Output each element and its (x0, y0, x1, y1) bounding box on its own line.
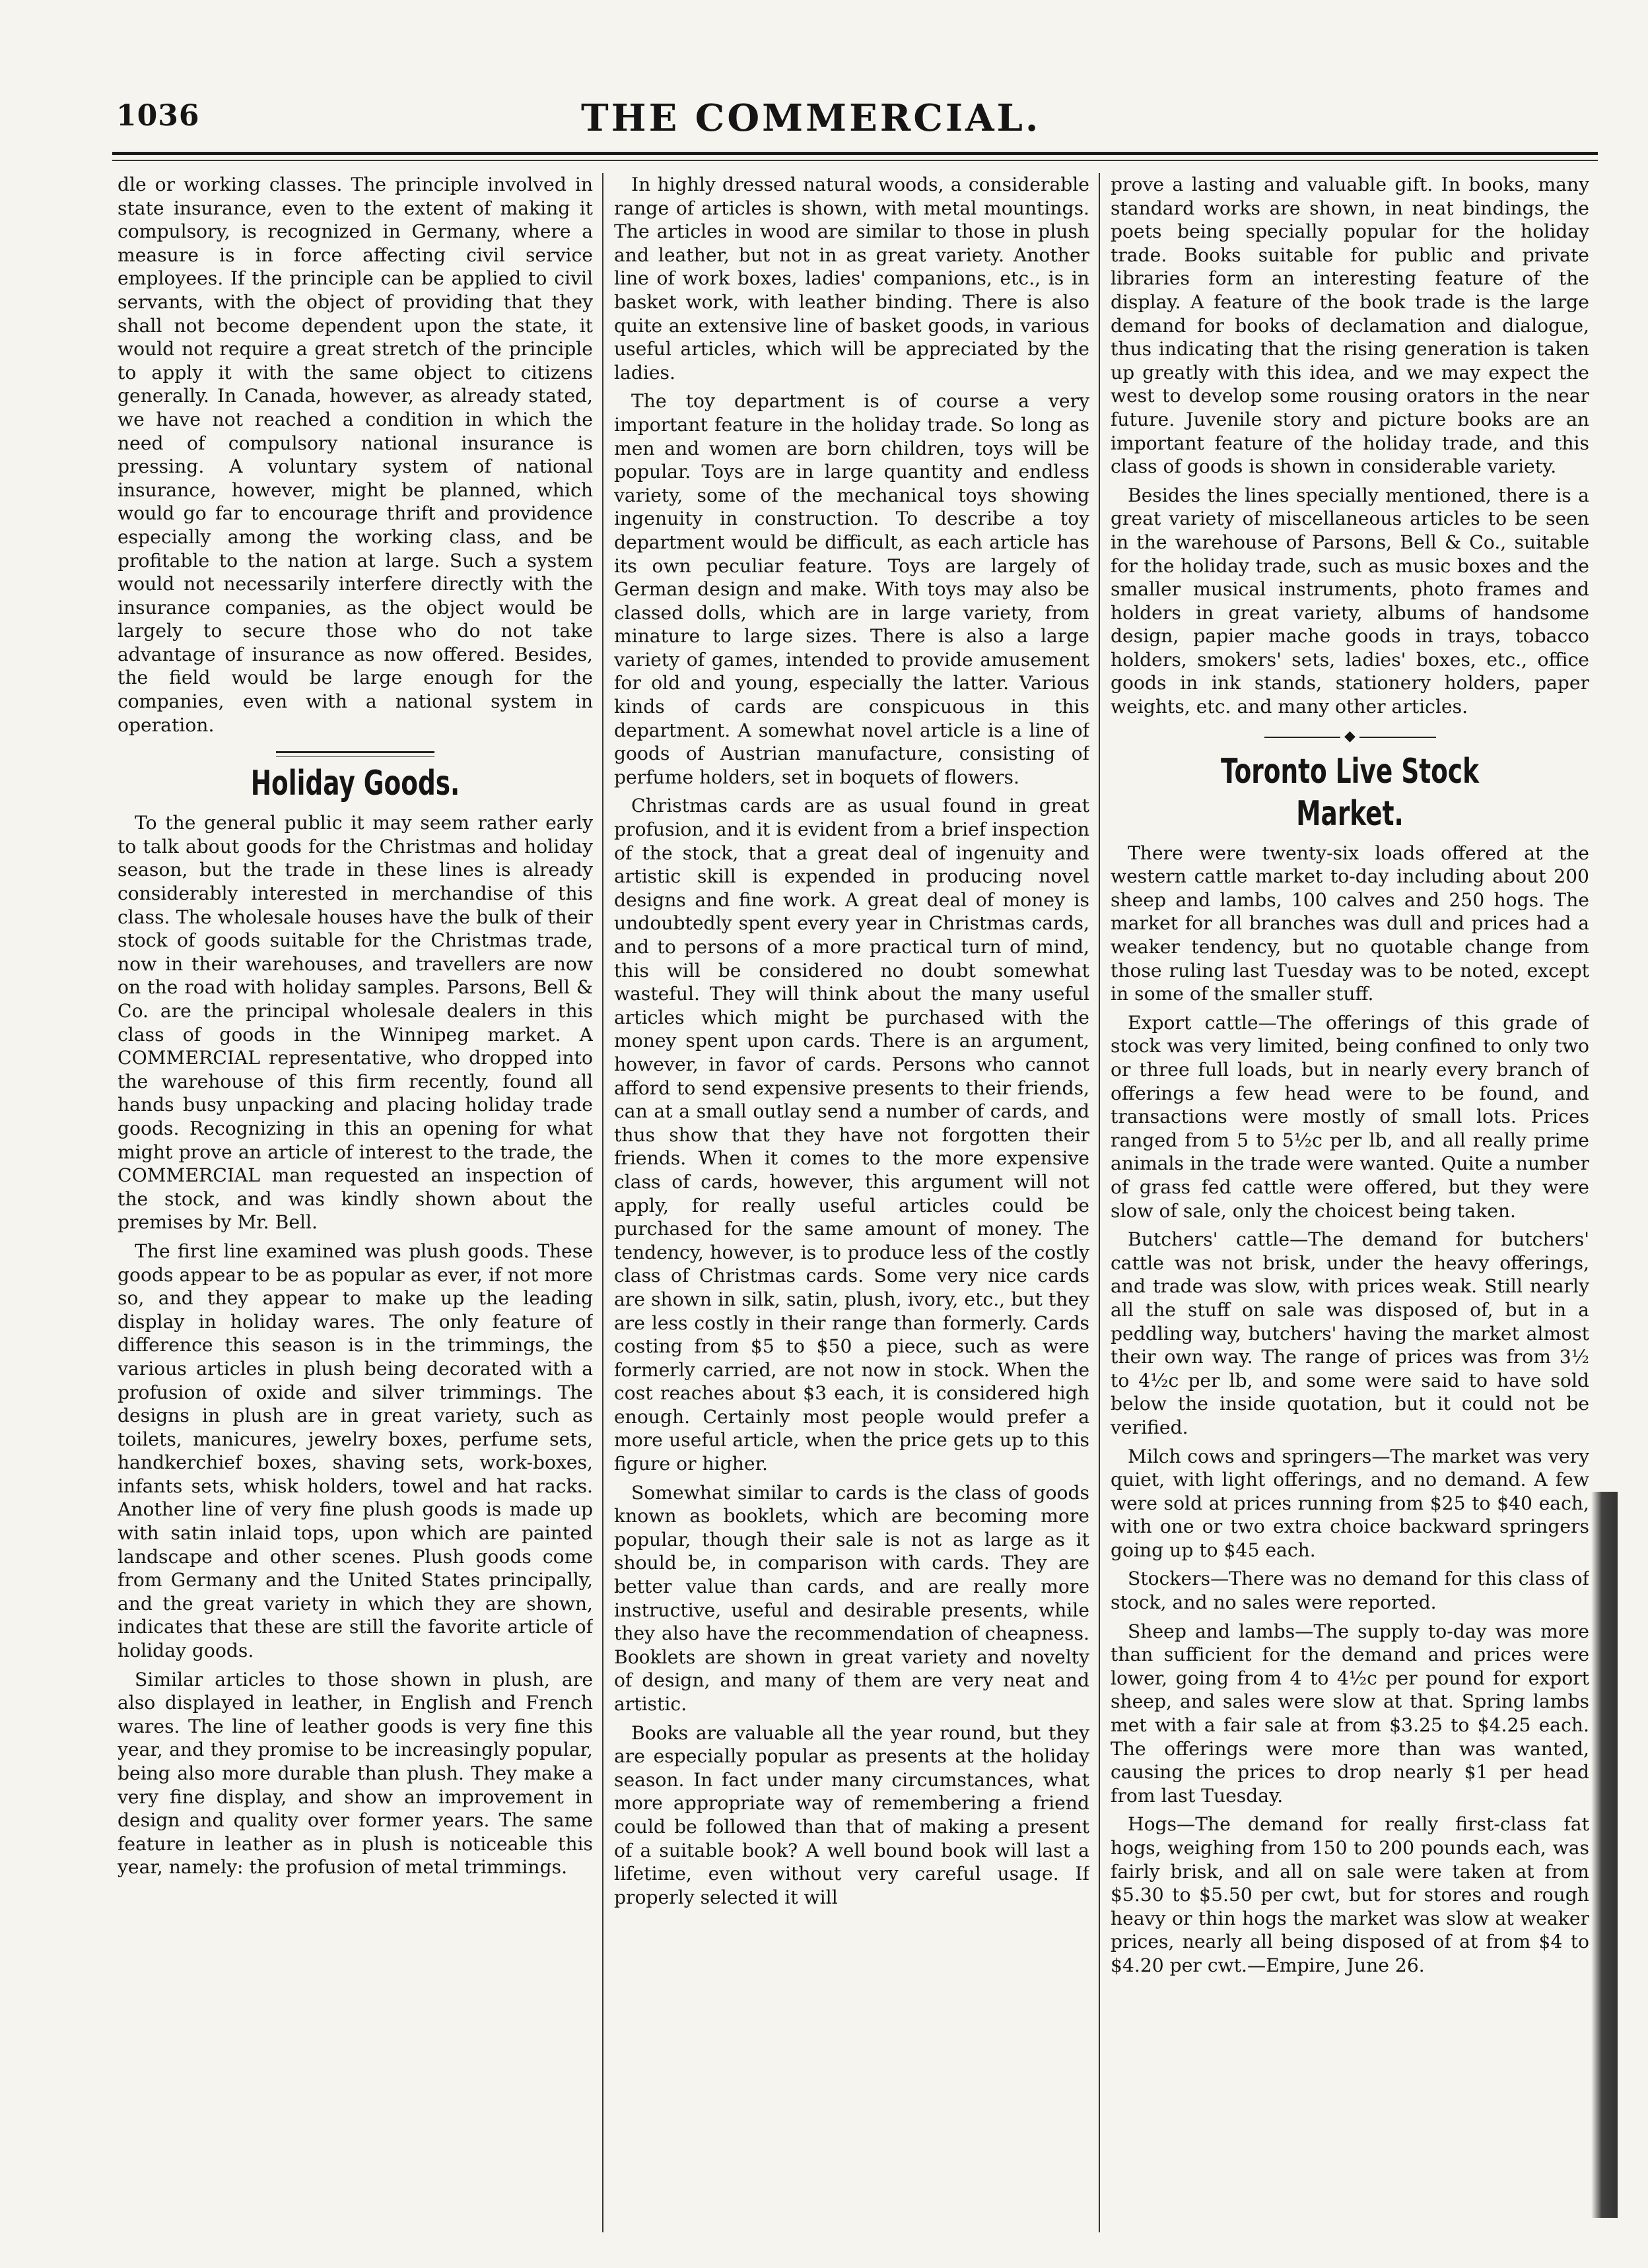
column-divider (602, 173, 603, 2232)
article-paragraph: Butchers' cattle—The demand for butchers' cattle was not brisk, under the heavy offerings, and trade was slow, with prices weak. Still nearly all the stuff on sale was disposed of, but in a peddling way, butchers' having the market almost their own way. The range of prices was from 3½ to 4½c per lb, and some were said to have sold below the inside quotation, but it could not be verified. (1111, 1228, 1589, 1438)
section-separator (276, 751, 434, 753)
article-paragraph: Export cattle—The offerings of this grade of stock was very limited, being confined to only two or three full loads, but in nearly every branch of offerings a few head were to be found, and transactions were mostly of small lots. Prices ranged from 5 to 5½c per lb, and all really prime animals in the trade were wanted. Quite a number of grass fed cattle were offered, but they were slow of sale, only the choicest being taken. (1111, 1011, 1589, 1222)
header-rule (112, 152, 1598, 155)
article-paragraph: Stockers—There was no demand for this class of stock, and no sales were reported. (1111, 1568, 1589, 1614)
section-separator-diamond (1264, 729, 1436, 744)
article-paragraph: The first line examined was plush goods. These goods appear to be as popular as ever, if not more so, and they appear to make up the leading display in holiday wares. The only feature of difference this season is in the trimmings, the various articles in plush being decorated with a profusion of oxide and silver trimmings. The designs in plush are in great variety, such as toilets, manicures, jewelry boxes, perfume sets, handkerchief boxes, shaving sets, work-boxes, infants sets, whisk holders, towel and hat racks. Another line of very fine plush goods is made up with satin inlaid tops, upon which are painted landscape and other scenes. Plush goods come from Germany and the United States principally, and the great variety in which they are shown, indicates that these are still the favorite article of holiday goods. (118, 1240, 593, 1662)
article-paragraph: Sheep and lambs—The supply to-day was more than sufficient for the demand and prices were lower, going from 4 to 4½c per pound for export sheep, and sales were slow at that. Spring lambs met with a fair sale at from $3.25 to $4.25 each. The offerings were more than was wanted, causing the prices to drop nearly $1 per head from last Tuesday. (1111, 1620, 1589, 1807)
article-paragraph: There were twenty-six loads offered at the western cattle market to-day including about 200 sheep and lambs, 100 calves and 250 hogs. The market for all branches was dull and prices had a weaker tendency, but no quotable change from those ruling last Tuesday was to be noted, except in some of the smaller stuff. (1111, 842, 1589, 1005)
article-paragraph: In highly dressed natural woods, a considerable range of articles is shown, with metal mountings. The articles in wood are similar to those in plush and leather, but not in as great variety. Another line of work boxes, ladies' companions, etc., is in basket work, with leather binding. There is also quite an extensive line of basket goods, in various useful articles, which will be appreciated by the ladies. (614, 174, 1089, 384)
article-paragraph: Somewhat similar to cards is the class of goods known as booklets, which are becoming more popular, though their sale is not as large as it should be, in comparison with cards. They are better value than cards, and are really more instructive, useful and desirable presents, while they also have the recommendation of cheapness. Booklets are shown in great variety and novelty of design, and many of them are very neat and artistic. (614, 1481, 1089, 1715)
section-heading-toronto-live-stock: Toronto Live Stock Market. (1221, 751, 1479, 834)
article-paragraph: Books are valuable all the year round, but they are especially popular as presents at the holiday season. In fact under many circumstances, what more appropriate way of remembering a friend could be followed than that of making a present of a suitable book? A well bound book will last a lifetime, even without very careful usage. If properly selected it will (614, 1721, 1089, 1908)
article-paragraph: prove a lasting and valuable gift. In books, many standard works are shown, in neat bindings, the poets being specially popular for the holiday trade. Books suitable for public and private libraries form an interesting feature of the display. A feature of the book trade is the large demand for books of declamation and dialogue, thus indicating that the rising generation is taken up greatly with this idea, and we may expect the west to develop some rousing orators in the near future. Juvenile story and picture books are an important feature of the holiday trade, and this class of goods is shown in considerable variety. (1111, 174, 1589, 478)
column-3 (1111, 173, 1589, 2239)
masthead-title: THE COMMERCIAL. (581, 96, 1041, 140)
header-rule-thin (112, 160, 1598, 161)
page-number: 1036 (116, 99, 200, 133)
article-paragraph: Besides the lines specially mentioned, there is a great variety of miscellaneous articles to be seen in the warehouse of Parsons, Bell & Co., suitable for the holiday trade, such as music boxes and the smaller musical instruments, photo frames and holders in great variety, albums of handsome design, papier mache goods in trays, tobacco holders, smokers' sets, ladies' boxes, etc., office goods in ink stands, stationery holders, paper weights, etc. and many other articles. (1111, 484, 1589, 718)
scan-edge-shadow (1591, 1492, 1618, 2218)
article-paragraph: To the general public it may seem rather early to talk about goods for the Christmas and holiday season, but the trade in these lines is already considerably interested in merchandise of this class. The wholesale houses have the bulk of their stock of goods suitable for the Christmas trade, now in their warehouses, and travellers are now on the road with holiday samples. Parsons, Bell & Co. are the principal wholesale dealers in this class of goods in the Winnipeg market. A COMMERCIAL representative, who dropped into the warehouse of this firm recently, found all hands busy unpacking and placing holiday trade goods. Recognizing in this an opening for what might prove an article of interest to the trade, the COMMERCIAL man requested an inspection of the stock, and was kindly shown about the premises by Mr. Bell. (118, 812, 593, 1234)
diamond-icon: ◆ (1340, 728, 1359, 745)
article-paragraph: Christmas cards are as usual found in great profusion, and it is evident from a brief inspection of the stock, that a great deal of ingenuity and artistic skill is expended in producing novel designs and fine work. A great deal of money is undoubtedly spent every year in Christmas cards, and to persons of a more practical turn of mind, this will be considered no doubt somewhat wasteful. They will think about the many useful articles which might be purchased with the money spent upon cards. There is an argument, however, in favor of cards. Persons who cannot afford to send expensive presents to their friends, can at a small outlay send a number of cards, and thus show that they have not forgotten their friends. When it comes to the more expensive class of cards, however, this argument will not apply, for really useful articles could be purchased for the same amount of money. The tendency, however, is to produce less of the costly class of Christmas cards. Some very nice cards are shown in silk, satin, plush, ivory, etc., but they are less costly in their range than formerly. Cards costing from $5 to $50 a piece, such as were formerly carried, are not now in stock. When the cost reaches about $3 each, it is considered high enough. Certainly most people would prefer a more useful article, when the price gets up to this figure or higher. (614, 795, 1089, 1475)
column-2 (614, 173, 1089, 2239)
article-paragraph: Similar articles to those shown in plush, are also displayed in leather, in English and French wares. The line of leather goods is very fine this year, and they promise to be increasingly popular, being also more durable than plush. They make a very fine display, and show an improvement in design and quality over former years. The same feature in leather as in plush is noticeable this year, namely: the profusion of metal trimmings. (118, 1668, 593, 1879)
article-paragraph: Hogs—The demand for really first-class fat hogs, weighing from 150 to 200 pounds each, was fairly brisk, and all on sale were taken at from $5.30 to $5.50 per cwt, but for stores and rough heavy or thin hogs the market was slow at weaker prices, nearly all being disposed of at from $4 to $4.20 per cwt.—Empire, June 26. (1111, 1813, 1589, 1976)
article-paragraph: The toy department is of course a very important feature in the holiday trade. So long as men and women are born children, toys will be popular. Toys are in large quantity and endless variety, some of the mechanical toys showing ingenuity in construction. To describe a toy department would be difficult, as each article has its own peculiar feature. Toys are largely of German design and make. With toys may also be classed dolls, which are in large variety, from minature to large sizes. There is also a large variety of games, intended to provide amusement for old and young, especially the latter. Various kinds of cards are conspicuous in this department. A somewhat novel article is a line of goods of Austrian manufacture, consisting of perfume holders, set in boquets of flowers. (614, 390, 1089, 788)
column-divider (1099, 173, 1100, 2232)
column-1 (118, 173, 593, 2239)
article-paragraph: Milch cows and springers—The market was very quiet, with light offerings, and no demand. A few were sold at prices running from $25 to $40 each, with one or two extra choice backward springers going up to $45 each. (1111, 1445, 1589, 1561)
section-heading-holiday-goods: Holiday Goods. (250, 764, 460, 804)
article-paragraph: dle or working classes. The principle involved in state insurance, even to the extent of making it compulsory, is recognized in Germany, where a measure is in force affecting civil service employees. If the principle can be applied to civil servants, with the object of providing that they shall not become dependent upon the state, it would not require a great stretch of the principle to apply it with the same object to citizens generally. In Canada, however, as already stated, we have not reached a condition in which the need of compulsory national insurance is pressing. A voluntary system of national insurance, however, might be planned, which would go far to encourage thrift and providence especially among the working class, and be profitable to the nation at large. Such a system would not necessarily interfere directly with the insurance companies, as the object would be largely to secure those who do not take advantage of insurance as now offered. Besides, the field would be large enough for the companies, even with a national system in operation. (118, 174, 593, 736)
